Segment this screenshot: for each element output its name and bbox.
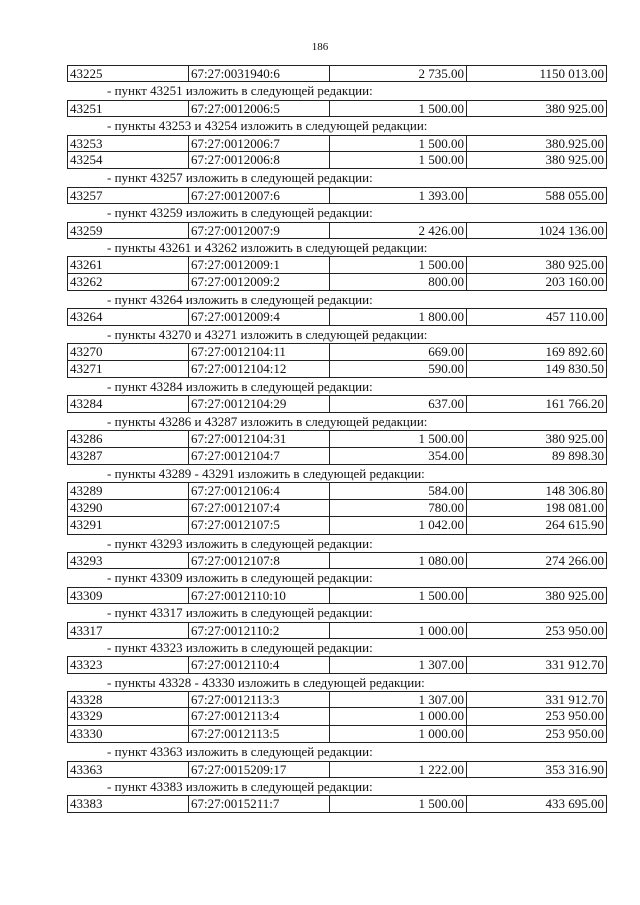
cadastral-number-cell: 67:27:0012107:4: [189, 500, 330, 517]
amendment-caption: - пункт 43323 изложить в следующей редакции:: [107, 639, 373, 655]
row-number-cell: 43383: [67, 795, 189, 812]
cost-value-cell: 274 266.00: [467, 552, 607, 569]
area-value-cell: 1 500.00: [330, 152, 467, 169]
cadastral-number-cell: 67:27:0012007:6: [189, 187, 330, 204]
cost-value-cell: 380 925.00: [467, 430, 607, 447]
cost-value-cell: 161 766.20: [467, 395, 607, 412]
area-value-cell: 1 500.00: [330, 135, 467, 152]
amendment-caption: - пункт 43383 изложить в следующей редакции:: [107, 779, 373, 795]
cost-value-cell: 253 950.00: [467, 708, 607, 725]
area-value-cell: 2 426.00: [330, 222, 467, 239]
area-value-cell: 1 000.00: [330, 708, 467, 725]
table-row: [67, 587, 607, 604]
cost-value-cell: 331 912.70: [467, 656, 607, 673]
table-row: [67, 656, 607, 673]
area-value-cell: 1 500.00: [330, 256, 467, 273]
row-number-cell: 43287: [67, 448, 189, 465]
table-row: [67, 500, 607, 517]
cadastral-number-cell: 67:27:0012006:5: [189, 100, 330, 117]
row-number-cell: 43309: [67, 587, 189, 604]
area-value-cell: 1 042.00: [330, 517, 467, 534]
cost-value-cell: 1150 013.00: [467, 65, 607, 82]
row-number-cell: 43293: [67, 552, 189, 569]
cost-value-cell: 89 898.30: [467, 448, 607, 465]
area-value-cell: 1 307.00: [330, 691, 467, 708]
cost-value-cell: 331 912.70: [467, 691, 607, 708]
table-row: [67, 65, 607, 82]
area-value-cell: 1 500.00: [330, 587, 467, 604]
amendment-caption: - пункт 43284 изложить в следующей редакции:: [107, 379, 373, 395]
cadastral-number-cell: 67:27:0012110:2: [189, 622, 330, 639]
row-number-cell: 43284: [67, 395, 189, 412]
table-row: [67, 726, 607, 743]
table-row: [67, 361, 607, 378]
table-row: [67, 761, 607, 778]
cadastral-number-cell: 67:27:0012104:7: [189, 448, 330, 465]
row-number-cell: 43291: [67, 517, 189, 534]
row-number-cell: 43264: [67, 308, 189, 325]
cadastral-number-cell: 67:27:0012007:9: [189, 222, 330, 239]
cost-value-cell: 380 925.00: [467, 100, 607, 117]
cadastral-number-cell: 67:27:0012106:4: [189, 482, 330, 499]
cadastral-number-cell: 67:27:0012006:8: [189, 152, 330, 169]
area-value-cell: 2 735.00: [330, 65, 467, 82]
cost-value-cell: 380 925.00: [467, 256, 607, 273]
area-value-cell: 780.00: [330, 500, 467, 517]
table-row: [67, 256, 607, 273]
cost-value-cell: 198 081.00: [467, 500, 607, 517]
page-number: 186: [311, 41, 329, 53]
cost-value-cell: 353 316.90: [467, 761, 607, 778]
row-number-cell: 43330: [67, 726, 189, 743]
area-value-cell: 1 080.00: [330, 552, 467, 569]
table-row: [67, 152, 607, 169]
cost-value-cell: 433 695.00: [467, 795, 607, 812]
cadastral-number-cell: 67:27:0012009:1: [189, 256, 330, 273]
cadastral-number-cell: 67:27:0012107:8: [189, 552, 330, 569]
area-value-cell: 354.00: [330, 448, 467, 465]
table-row: [67, 135, 607, 152]
row-number-cell: 43289: [67, 482, 189, 499]
table-row: [67, 100, 607, 117]
cadastral-number-cell: 67:27:0012104:11: [189, 343, 330, 360]
row-number-cell: 43225: [67, 65, 189, 82]
amendment-caption: - пункт 43251 изложить в следующей редакции:: [107, 83, 373, 99]
area-value-cell: 800.00: [330, 274, 467, 291]
cadastral-number-cell: 67:27:0015211:7: [189, 795, 330, 812]
cadastral-number-cell: 67:27:0012104:29: [189, 395, 330, 412]
row-number-cell: 43329: [67, 708, 189, 725]
table-row: [67, 708, 607, 725]
cost-value-cell: 380.925.00: [467, 135, 607, 152]
table-row: [67, 430, 607, 447]
cadastral-number-cell: 67:27:0012107:5: [189, 517, 330, 534]
amendment-caption: - пункты 43286 и 43287 изложить в следующей редакции:: [107, 413, 428, 429]
area-value-cell: 1 000.00: [330, 622, 467, 639]
cost-value-cell: 264 615.90: [467, 517, 607, 534]
area-value-cell: 1 500.00: [330, 430, 467, 447]
amendment-caption: - пункты 43253 и 43254 изложить в следующей редакции:: [107, 118, 428, 134]
cadastral-number-cell: 67:27:0031940:6: [189, 65, 330, 82]
area-value-cell: 1 393.00: [330, 187, 467, 204]
row-number-cell: 43317: [67, 622, 189, 639]
amendment-caption: - пункт 43293 изложить в следующей редакции:: [107, 535, 373, 551]
cost-value-cell: 253 950.00: [467, 726, 607, 743]
row-number-cell: 43253: [67, 135, 189, 152]
cadastral-number-cell: 67:27:0012009:4: [189, 308, 330, 325]
cadastral-number-cell: 67:27:0012113:5: [189, 726, 330, 743]
table-row: [67, 222, 607, 239]
area-value-cell: 1 800.00: [330, 308, 467, 325]
cadastral-number-cell: 67:27:0012104:31: [189, 430, 330, 447]
cost-value-cell: 149 830.50: [467, 361, 607, 378]
area-value-cell: 1 307.00: [330, 656, 467, 673]
document-body: [67, 65, 607, 813]
cost-value-cell: 380 925.00: [467, 152, 607, 169]
cadastral-number-cell: 67:27:0012113:4: [189, 708, 330, 725]
amendment-caption: - пункт 43264 изложить в следующей редакции:: [107, 292, 373, 308]
amendment-caption: - пункт 43363 изложить в следующей редакции:: [107, 744, 373, 760]
row-number-cell: 43286: [67, 430, 189, 447]
row-number-cell: 43323: [67, 656, 189, 673]
amendment-caption: - пункт 43257 изложить в следующей редакции:: [107, 170, 373, 186]
area-value-cell: 1 500.00: [330, 795, 467, 812]
row-number-cell: 43290: [67, 500, 189, 517]
table-row: [67, 517, 607, 534]
amendment-caption: - пункты 43328 - 43330 изложить в следующей редакции:: [107, 674, 425, 690]
row-number-cell: 43363: [67, 761, 189, 778]
row-number-cell: 43261: [67, 256, 189, 273]
cost-value-cell: 203 160.00: [467, 274, 607, 291]
table-row: [67, 482, 607, 499]
area-value-cell: 584.00: [330, 482, 467, 499]
cadastral-number-cell: 67:27:0012113:3: [189, 691, 330, 708]
amendment-caption: - пункт 43259 изложить в следующей редакции:: [107, 205, 373, 221]
cadastral-number-cell: 67:27:0012110:10: [189, 587, 330, 604]
table-row: [67, 274, 607, 291]
cost-value-cell: 457 110.00: [467, 308, 607, 325]
table-row: [67, 448, 607, 465]
area-value-cell: 669.00: [330, 343, 467, 360]
area-value-cell: 1 000.00: [330, 726, 467, 743]
cost-value-cell: 588 055.00: [467, 187, 607, 204]
row-number-cell: 43259: [67, 222, 189, 239]
table-row: [67, 343, 607, 360]
cadastral-number-cell: 67:27:0012006:7: [189, 135, 330, 152]
area-value-cell: 1 500.00: [330, 100, 467, 117]
row-number-cell: 43257: [67, 187, 189, 204]
table-row: [67, 552, 607, 569]
area-value-cell: 637.00: [330, 395, 467, 412]
cadastral-number-cell: 67:27:0012009:2: [189, 274, 330, 291]
amendment-caption: - пункты 43261 и 43262 изложить в следующей редакции:: [107, 239, 428, 255]
table-row: [67, 308, 607, 325]
cadastral-number-cell: 67:27:0015209:17: [189, 761, 330, 778]
area-value-cell: 590.00: [330, 361, 467, 378]
row-number-cell: 43270: [67, 343, 189, 360]
amendment-caption: - пункты 43289 - 43291 изложить в следующей редакции:: [107, 465, 425, 481]
area-value-cell: 1 222.00: [330, 761, 467, 778]
cost-value-cell: 148 306.80: [467, 482, 607, 499]
table-row: [67, 795, 607, 812]
cost-value-cell: 380 925.00: [467, 587, 607, 604]
amendment-caption: - пункт 43309 изложить в следующей редакции:: [107, 570, 373, 586]
row-number-cell: 43251: [67, 100, 189, 117]
cadastral-number-cell: 67:27:0012104:12: [189, 361, 330, 378]
row-number-cell: 43262: [67, 274, 189, 291]
table-row: [67, 395, 607, 412]
row-number-cell: 43328: [67, 691, 189, 708]
cost-value-cell: 1024 136.00: [467, 222, 607, 239]
amendment-caption: - пункты 43270 и 43271 изложить в следующей редакции:: [107, 326, 428, 342]
table-row: [67, 187, 607, 204]
row-number-cell: 43271: [67, 361, 189, 378]
amendment-caption: - пункт 43317 изложить в следующей редакции:: [107, 605, 373, 621]
cadastral-number-cell: 67:27:0012110:4: [189, 656, 330, 673]
cost-value-cell: 253 950.00: [467, 622, 607, 639]
cost-value-cell: 169 892.60: [467, 343, 607, 360]
table-row: [67, 691, 607, 708]
table-row: [67, 622, 607, 639]
row-number-cell: 43254: [67, 152, 189, 169]
